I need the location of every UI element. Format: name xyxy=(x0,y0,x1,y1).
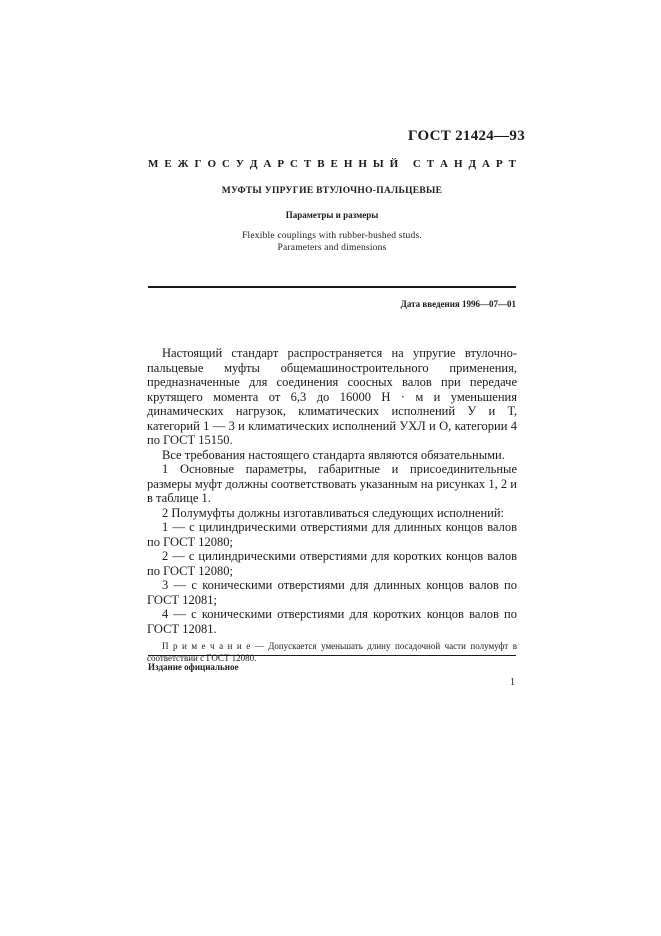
heading-letter: Р xyxy=(495,158,503,170)
heading-letter: С xyxy=(412,158,421,170)
heading-letter xyxy=(404,158,407,170)
paragraph-clause-1: 1 Основные параметры, габаритные и присоединительные размеры муфт должны соответствовать указанным на рисунках 1, 2 и в таблице 1. xyxy=(147,462,517,505)
footer-divider xyxy=(148,655,516,656)
heading-letter: Д xyxy=(249,158,258,170)
heading-letter: Е xyxy=(164,158,172,170)
heading-letter: А xyxy=(481,158,490,170)
list-item: 2 — с цилиндрическими отверстиями для коротких концов валов по ГОСТ 12080; xyxy=(147,549,517,578)
title-english-line-2: Parameters and dimensions xyxy=(277,243,387,253)
document-number: ГОСТ 21424—93 xyxy=(407,128,525,144)
heading-letter: У xyxy=(235,158,244,170)
subtitle-russian: Параметры и размеры xyxy=(285,210,379,220)
heading-letter: С xyxy=(290,158,298,170)
list-item: 4 — с коническими отверстиями для коротких концов валов по ГОСТ 12081. xyxy=(147,607,517,636)
heading-letter: Е xyxy=(330,158,338,170)
title-english-line-1: Flexible couplings with rubber-bushed studs. xyxy=(242,231,422,241)
list-item: 1 — с цилиндрическими отверстиями для длинных концов валов по ГОСТ 12080; xyxy=(147,520,517,549)
heading-letter: Н xyxy=(358,158,367,170)
heading-letter: А xyxy=(263,158,272,170)
heading-letter: А xyxy=(440,158,448,170)
heading-letter: Н xyxy=(343,158,353,170)
title-russian: МУФТЫ УПРУГИЕ ВТУЛОЧНО-ПАЛЬЦЕВЫЕ xyxy=(221,186,443,196)
header-divider xyxy=(148,286,516,288)
page-number: 1 xyxy=(510,677,515,688)
heading-letter: Р xyxy=(277,158,285,170)
heading-letter: Т xyxy=(426,158,435,170)
note: П р и м е ч а н и е — Допускается уменьшать длину посадочной части полумуфт в соответствии с ГОСТ 12080. xyxy=(147,641,517,663)
heading-letter: О xyxy=(207,158,216,170)
document-body xyxy=(147,346,517,664)
heading-letter: Н xyxy=(453,158,463,170)
heading-letter: Т xyxy=(508,158,516,170)
heading-letter: Й xyxy=(389,158,399,170)
heading-letter: Ы xyxy=(372,158,384,170)
paragraph-mandatory: Все требования настоящего стандарта являются обязательными. xyxy=(162,447,505,462)
paragraph-scope: Настоящий стандарт распространяется на упругие втулочно-пальцевые муфты общемашиностроительного применения, предназначенные для соединения соосных валов при передаче крутящего момента от 6,3 до 16000 Н · м и уменьшения динамических нагрузок, климатических исполнений У и Т, категорий 1 — 3 и климатических исполнений УХЛ и О, категории 4 по ГОСТ 15150. xyxy=(147,346,517,447)
heading-letter: Т xyxy=(303,158,312,170)
heading-letter: Ж xyxy=(177,158,189,170)
title-english xyxy=(148,230,516,254)
heading-letter: Г xyxy=(194,158,202,170)
heading-letter: В xyxy=(317,158,325,170)
heading-letter: М xyxy=(148,158,159,170)
introduction-date: Дата введения 1996—07—01 xyxy=(400,299,516,309)
list-item: 3 — с коническими отверстиями для длинных концов валов по ГОСТ 12081; xyxy=(147,578,517,607)
heading-letter: С xyxy=(221,158,230,170)
official-edition-label: Издание официальное xyxy=(148,662,239,672)
interstate-standard-heading xyxy=(148,158,516,170)
paragraph-clause-2: 2 Полумуфты должны изготавливаться следующих исполнений: xyxy=(162,505,505,520)
heading-letter: Д xyxy=(468,158,477,170)
